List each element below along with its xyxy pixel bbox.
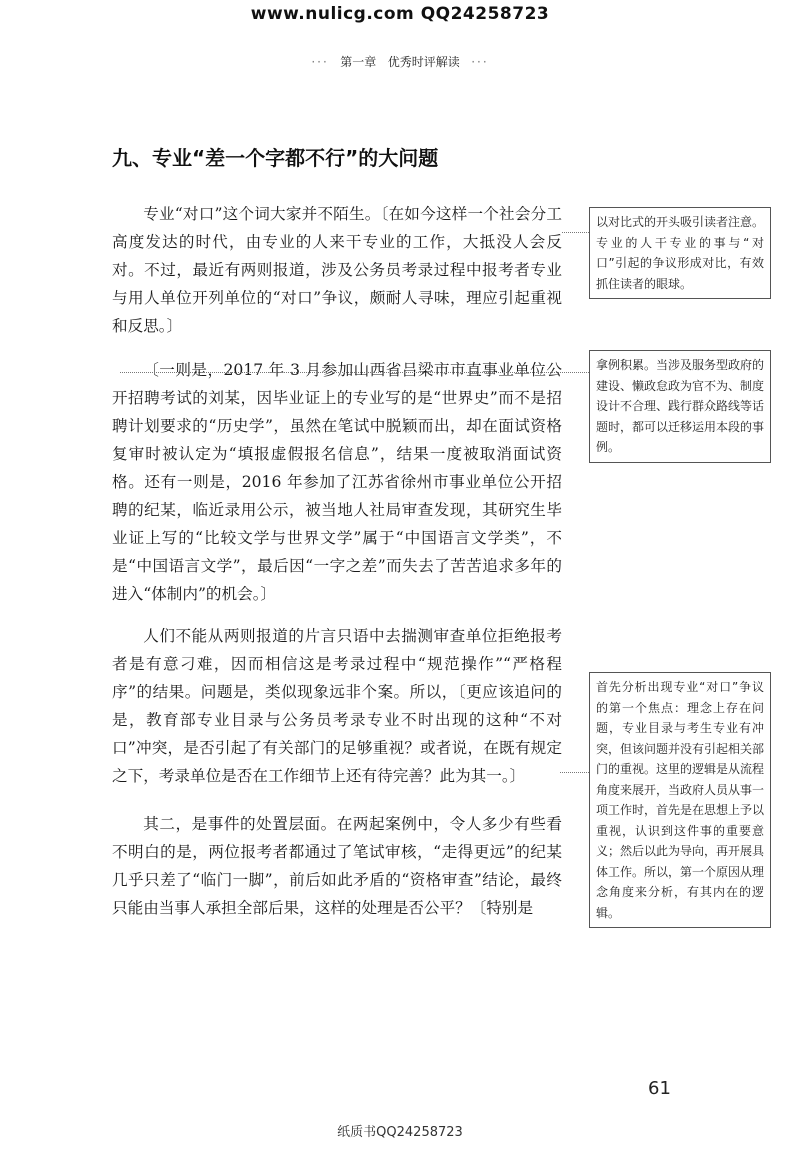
note-1-leader	[562, 232, 589, 233]
section-title: 九、专业“差一个字都不行”的大问题	[112, 146, 439, 170]
page-number: 61	[648, 1078, 671, 1099]
header-chapter: 第一章	[340, 55, 377, 69]
paragraph-2: 〔一则是，2017 年 3 月参加山西省吕梁市市直事业单位公开招聘考试的刘某，因毕业证上的专业写的是“世界史”而不是招聘计划要求的“历史学”，虽然在笔试中脱颖而出，却在面试资格复审时被认定为“填报虚假报名信息”，结果一度被取消面试资格。还有一则是，2016 年参加了江苏省徐州市事业单位公开招聘的纪某，临近录用公示，被当地人社局审查发现，其研究生毕业证上写的“比较文学与世界文学”属于“中国语言文学类”，不是“中国语言文学”，最后因“一字之差”而失去了苦苦追求多年的进入“体制内”的机会。〕	[112, 361, 562, 603]
note-2-leader	[120, 372, 589, 373]
watermark-top: www.nulicg.com QQ24258723	[250, 4, 550, 24]
header-right-dots: ···	[471, 55, 489, 69]
paragraph-1: 专业“对口”这个词大家并不陌生。〔在如今这样一个社会分工高度发达的时代，由专业的人来干专业的工作，大抵没人会反对。不过，最近有两则报道，涉及公务员考录过程中报考者专业与用人单位开列单位的“对口”争议，颇耐人寻味，理应引起重视和反思。〕	[112, 205, 562, 335]
body-text	[112, 200, 562, 942]
header-title: 优秀时评解读	[387, 55, 460, 69]
note-3-leader	[560, 772, 589, 773]
margin-note-2: 拿例积累。当涉及服务型政府的建设、懒政怠政为官不为、制度设计不合理、践行群众路线等话题时，都可以迁移运用本段的事例。	[589, 350, 771, 463]
margin-note-3: 首先分析出现专业“对口”争议的第一个焦点：理念上存在问题，专业目录与考生专业有冲突，但该问题并没有引起相关部门的重视。这里的逻辑是从流程角度来展开，当政府人员从事一项工作时，首先是在思想上予以重视，认识到这件事的重要意义；然后以此为导向，再开展具体工作。所以，第一个原因从理念角度来分析，有其内在的逻辑。	[589, 672, 771, 928]
paragraph-3: 人们不能从两则报道的片言只语中去揣测审查单位拒绝报考者是有意刁难，因而相信这是考录过程中“规范操作”“严格程序”的结果。问题是，类似现象远非个案。所以，〔更应该追问的是，教育部专业目录与公务员考录专业不时出现的这种“不对口”冲突，是否引起了有关部门的足够重视？或者说，在既有规定之下，考录单位是否在工作细节上还有待完善？此为其一。〕	[112, 627, 562, 785]
running-header	[0, 53, 800, 70]
watermark-bottom: 纸质书QQ24258723	[337, 1125, 463, 1140]
margin-note-1: 以对比式的开头吸引读者注意。专业的人干专业的事与“对口”引起的争议形成对比，有效抓住读者的眼球。	[589, 207, 771, 299]
paragraph-4: 其二，是事件的处置层面。在两起案例中，令人多少有些看不明白的是，两位报考者都通过了笔试审核，“走得更远”的纪某几乎只差了“临门一脚”，前后如此矛盾的“资格审查”结论，最终只能由当事人承担全部后果，这样的处理是否公平？〔特别是	[112, 815, 562, 917]
header-left-dots: ···	[311, 55, 329, 69]
